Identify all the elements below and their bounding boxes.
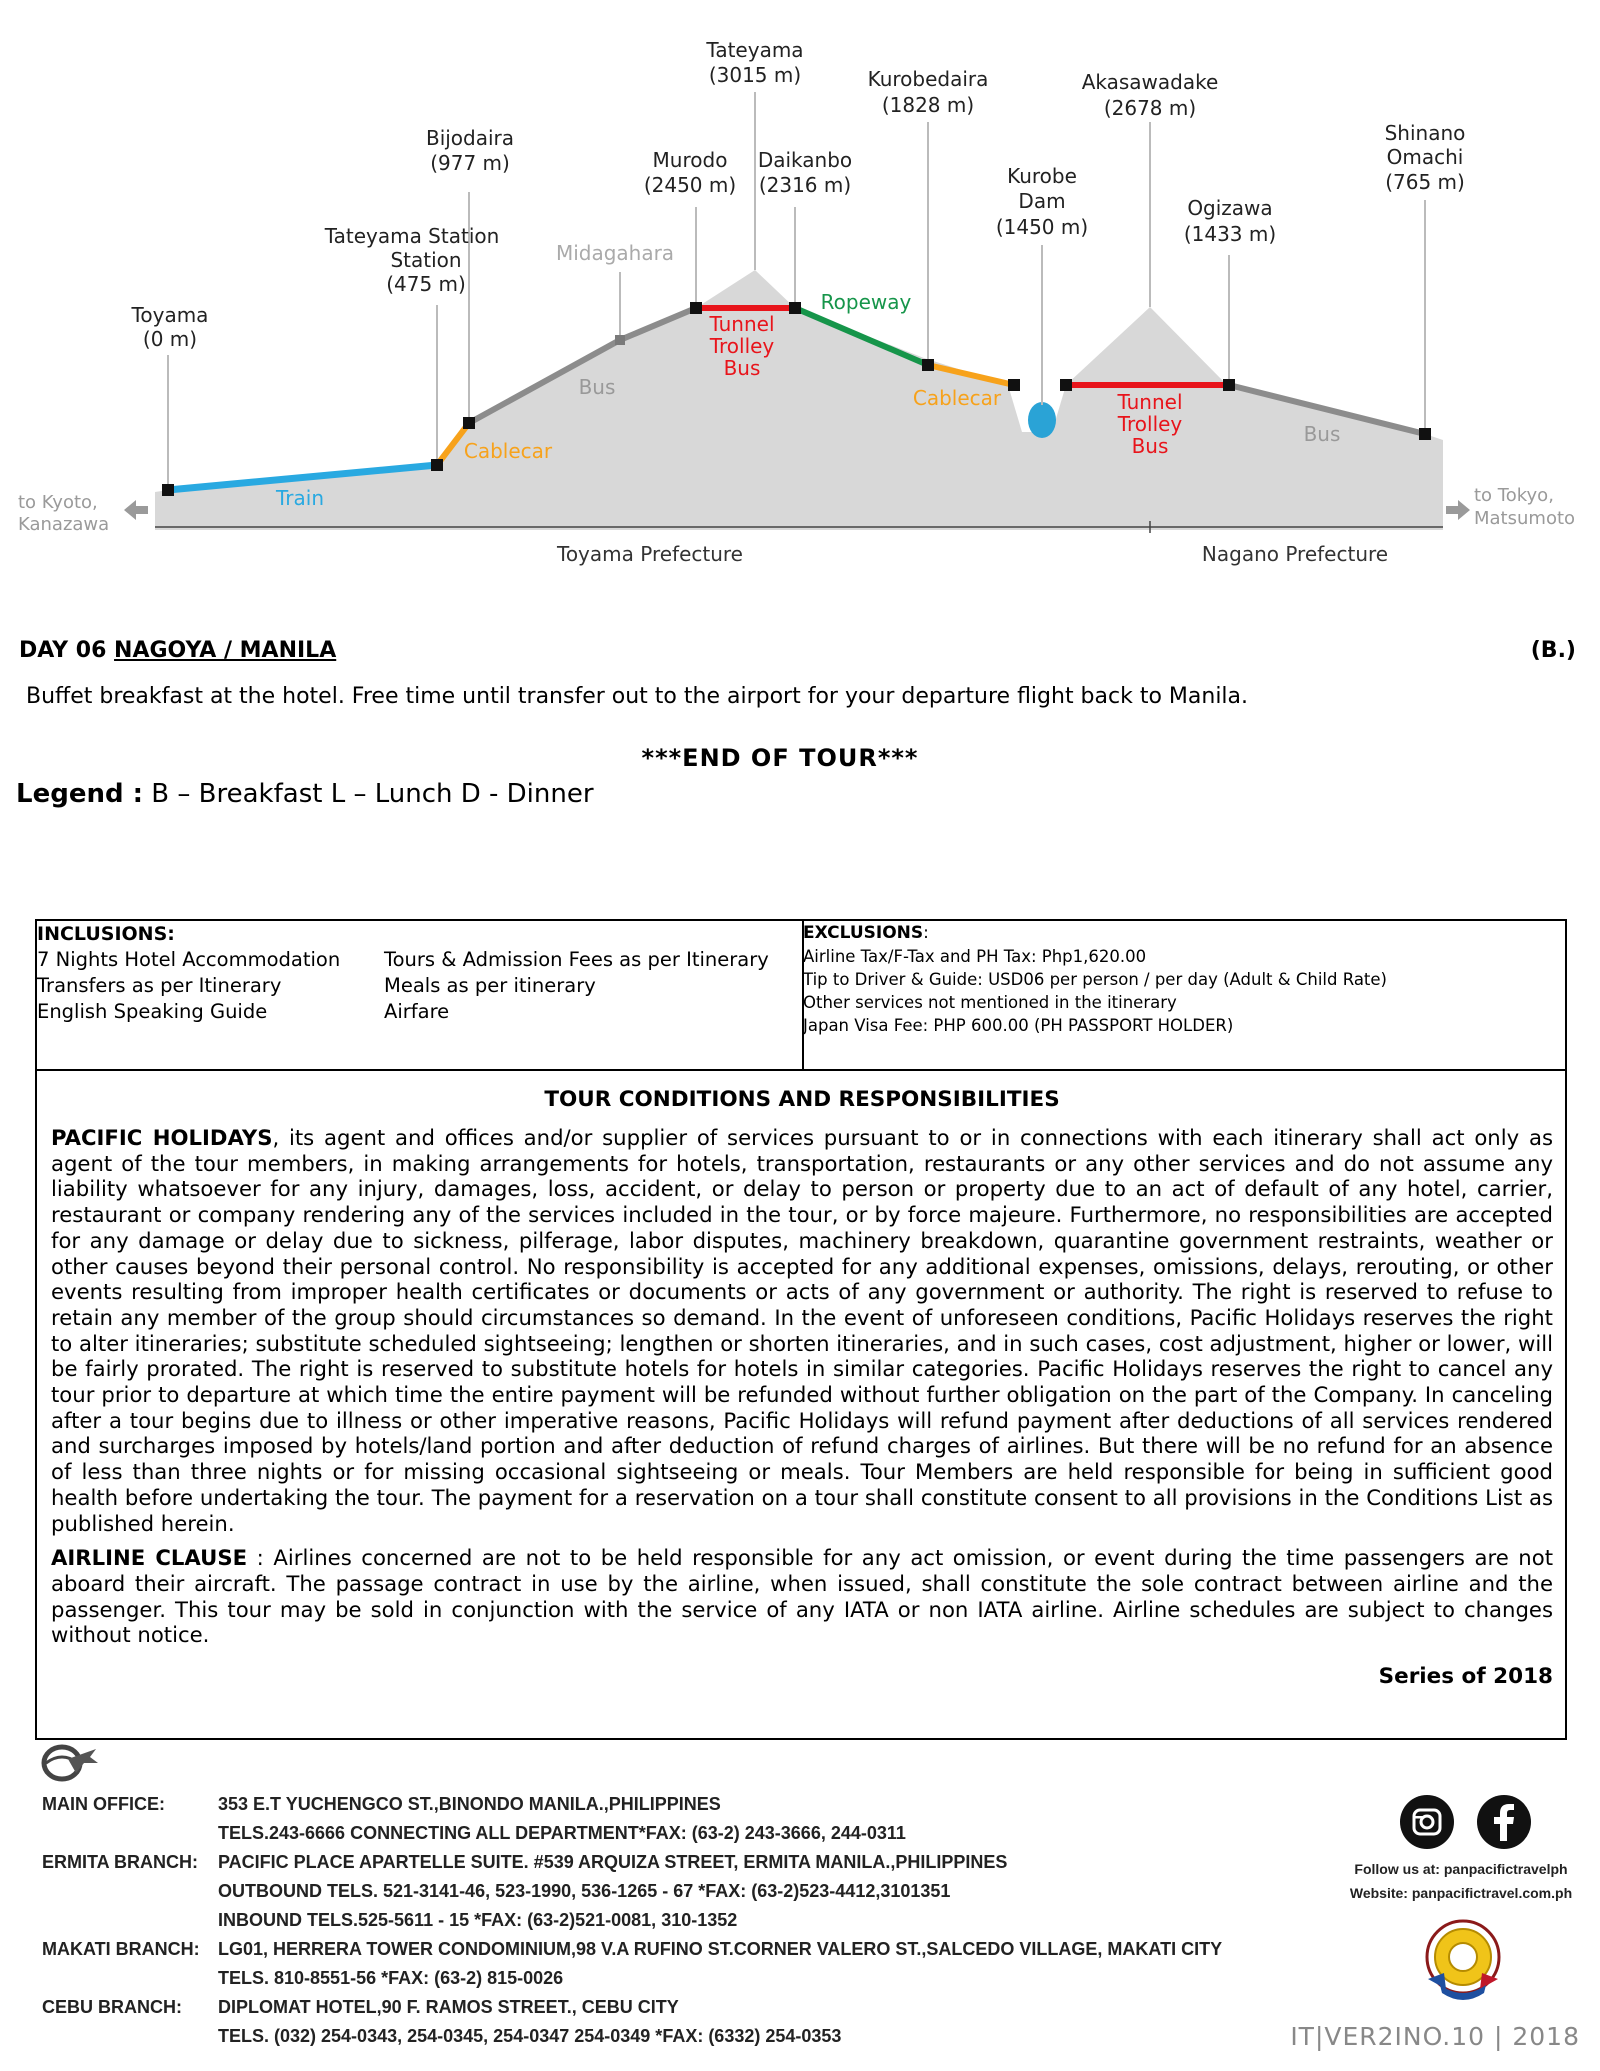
makati-branch-address: LG01, HERRERA TOWER CONDOMINIUM,98 V.A RUFINO ST.CORNER VALERO ST.,SALCEDO VILLAGE, MAKATI CITY xyxy=(218,1939,1223,1959)
arrow-left-icon xyxy=(124,500,148,520)
makati-branch-label: MAKATI BRANCH: xyxy=(42,1939,200,1959)
inclusions-col2 xyxy=(384,947,769,1025)
conditions-text: , its agent and offices and/or supplier of services pursuant to or in connections with each itinerary shall act only as agent of the tour members, in making arrangements for hotels, transportation, restaurants or any other services and do not assume any liability whatsoever for any injury, damages, loss, accident, or delay to person or property due to an act of default of any hotel, carrier, restaurant or company rendering any of the services included in the tour, or by force majeure. Furthermore, no responsibilities are accepted for any damage or delay due to sickness, pilferage, labor disputes, machinery breakdown, quarantine government restraints, weather or other causes beyond their personal control. No responsibility is accepted for any additional expenses, omissions, delays, rerouting, or other events resulting from improper health certificates or documents or acts of any government or authority. The right is reserved to refuse to retain any member of the group should circumstances so demand. In the event of unforeseen conditions, Pacific Holidays reserves the right to alter itineraries; substitute scheduled sightseeing; lengthen or shorten itineraries, and in such cases, cost adjustment, higher or lower, will be fairly prorated. The right is reserved to substitute hotels for hotels in similar categories. Pacific Holidays reserves the right to cancel any tour prior to departure at which time the entire payment will be refunded without further obligation on the part of the Company. In canceling after a tour begins due to illness or other imperative reasons, Pacific Holidays will refund payment after deductions of all services rendered and surcharges imposed by hotels/land portion and after deduction of refund charges of airlines. But there will be no refund for an absence of less than three nights or for missing occasional sightseeing or meals. Tour Members are held responsible for being in sufficient good health before undertaking the tour. The payment for a reservation on a tour shall constitute consent to all provisions in the Conditions List as published herein. xyxy=(51,1125,1553,1536)
instagram-icon[interactable] xyxy=(1400,1795,1454,1849)
exclusions-title: EXCLUSIONS: xyxy=(803,923,929,943)
tour-conditions-box xyxy=(35,1069,1567,1740)
segment-label-tunnel-trolley: Tunnel Trolley Bus xyxy=(1117,390,1183,458)
day-heading xyxy=(19,638,336,663)
ermita-branch-address: PACIFIC PLACE APARTELLE SUITE. #539 ARQUIZA STREET, ERMITA MANILA.,PHILIPPINES xyxy=(218,1852,1008,1872)
inclusion-item: Tours & Admission Fees as per Itinerary xyxy=(384,948,769,971)
segment-label-tunnel-trolley: Tunnel Trolley Bus xyxy=(709,312,775,380)
segment-label-cablecar: Cablecar xyxy=(463,439,553,463)
inclusion-item: 7 Nights Hotel Accommodation xyxy=(37,948,341,971)
segment-label-cablecar: Cablecar xyxy=(912,386,1002,410)
cebu-branch-address: DIPLOMAT HOTEL,90 F. RAMOS STREET., CEBU CITY xyxy=(218,1997,679,2017)
direction-left-label: to Kyoto, Kanazawa xyxy=(18,492,110,535)
airline-clause-paragraph xyxy=(51,1545,1553,1648)
dam-lake xyxy=(1028,402,1056,438)
prefecture-label-left: Toyama Prefecture xyxy=(557,542,743,566)
station-label: Kurobedaira (1828 m) xyxy=(867,67,989,117)
conditions-title: TOUR CONDITIONS AND RESPONSIBILITIES xyxy=(544,1087,1060,1112)
arrow-right-icon xyxy=(1446,500,1470,520)
exclusions-title-text: EXCLUSIONS xyxy=(803,923,924,943)
legend-text: B – Breakfast L – Lunch D - Dinner xyxy=(143,779,594,809)
inclusions-title: INCLUSIONS: xyxy=(37,923,175,945)
main-office-phone: TELS.243-6666 CONNECTING ALL DEPARTMENT*FAX: (63-2) 243-3666, 244-0311 xyxy=(218,1823,906,1843)
station-label: Shinano Omachi (765 m) xyxy=(1384,121,1466,194)
segment-label-bus: Bus xyxy=(578,375,616,399)
legend-label: Legend : xyxy=(16,779,144,809)
station-label: Tateyama Station Station (475 m) xyxy=(324,224,500,296)
station-label: Murodo (2450 m) xyxy=(643,148,737,197)
exclusion-item: Japan Visa Fee: PHP 600.00 (PH PASSPORT HOLDER) xyxy=(803,1016,1234,1035)
ermita-branch-label: ERMITA BRANCH: xyxy=(42,1852,198,1872)
station-label: Ogizawa (1433 m) xyxy=(1183,196,1277,246)
station-label: Daikanbo (2316 m) xyxy=(757,148,853,197)
day-prefix: DAY 06 xyxy=(19,638,115,663)
segment-label-ropeway: Ropeway xyxy=(820,290,912,314)
exclusion-item: Airline Tax/F-Tax and PH Tax: Php1,620.00 xyxy=(803,947,1147,966)
document-version: IT|VER2INO.10 | 2018 xyxy=(1290,2022,1580,2051)
prefecture-label-right: Nagano Prefecture xyxy=(1201,542,1389,566)
company-name: PACIFIC HOLIDAYS xyxy=(51,1125,273,1150)
segment-label-train: Train xyxy=(276,486,324,510)
main-office-address: 353 E.T YUCHENGCO ST.,BINONDO MANILA.,PHILIPPINES xyxy=(218,1794,721,1814)
ermita-branch-inbound: INBOUND TELS.525-5611 - 15 *FAX: (63-2)521-0081, 310-1352 xyxy=(218,1910,738,1930)
inclusion-item: Meals as per itinerary xyxy=(384,974,596,997)
segment-label-bus: Bus xyxy=(1303,422,1341,446)
cebu-branch-phone: TELS. (032) 254-0343, 254-0345, 254-0347 254-0349 *FAX: (6332) 254-0353 xyxy=(218,2026,842,2046)
day-meals: (B.) xyxy=(1530,638,1576,663)
alpine-route-diagram xyxy=(0,0,1600,580)
station-label-line1: Shinano xyxy=(1384,121,1466,145)
airline-clause-title: AIRLINE CLAUSE xyxy=(51,1545,248,1571)
main-office-label: MAIN OFFICE: xyxy=(42,1794,165,1814)
accreditation-seal-icon xyxy=(1416,1913,1510,2007)
station-label: Tateyama (3015 m) xyxy=(706,38,804,87)
inclusions-col1 xyxy=(37,947,340,1025)
inclusion-item: English Speaking Guide xyxy=(37,1000,268,1023)
station-label-line1: Kurobe xyxy=(1007,164,1077,188)
airline-clause-text: : Airlines concerned are not to be held responsible for any act omission, or event during the time passengers are not aboard their aircraft. The passage contract in use by the airline, when issued, shall constitute the sole contract between airline and the passenger. This tour may be sold in conjunction with the service of any IATA or non IATA airline. Airline schedules are subject to changes without notice. xyxy=(51,1545,1554,1648)
exclusion-item: Tip to Driver & Guide: USD06 per person / per day (Adult & Child Rate) xyxy=(803,970,1387,989)
company-logo-icon xyxy=(38,1741,100,1783)
series-label: Series of 2018 xyxy=(1378,1664,1553,1690)
makati-branch-phone: TELS. 810-8551-56 *FAX: (63-2) 815-0026 xyxy=(218,1968,564,1988)
inclusions-exclusions-box xyxy=(35,919,1567,1071)
station-label: Kurobe Dam (1450 m) xyxy=(995,164,1089,239)
day-title: NAGOYA / MANILA xyxy=(114,638,337,663)
station-label-line2: Dam xyxy=(1018,189,1066,213)
follow-us: Follow us at: panpacifictravelph xyxy=(1354,1861,1568,1877)
exclusions-list xyxy=(803,945,1387,1037)
station-label-line2: Omachi xyxy=(1386,145,1464,169)
station-label: Midagahara xyxy=(555,241,675,265)
website[interactable]: Website: panpacifictravel.com.ph xyxy=(1349,1885,1573,1901)
end-of-tour: ***END OF TOUR*** xyxy=(641,744,919,772)
conditions-paragraph xyxy=(51,1125,1553,1536)
cebu-branch-label: CEBU BRANCH: xyxy=(42,1997,182,2017)
ermita-branch-outbound: OUTBOUND TELS. 521-3141-46, 523-1990, 536-1265 - 67 *FAX: (63-2)523-4412,3101351 xyxy=(218,1881,951,1901)
facebook-icon[interactable] xyxy=(1477,1795,1531,1849)
station-label: Toyama (0 m) xyxy=(131,303,209,351)
day-description: Buffet breakfast at the hotel. Free time until transfer out to the airport for your departure flight back to Manila. xyxy=(26,684,1249,709)
exclusion-item: Other services not mentioned in the itinerary xyxy=(803,993,1177,1012)
station-label-line2: Station xyxy=(390,248,462,272)
inclusion-item: Airfare xyxy=(384,1000,450,1023)
station-label: Akasawadake (2678 m) xyxy=(1081,70,1219,120)
inclusion-item: Transfers as per Itinerary xyxy=(37,974,282,997)
direction-right-label: to Tokyo, Matsumoto xyxy=(1474,485,1576,529)
meal-legend xyxy=(16,779,594,809)
station-label: Bijodaira (977 m) xyxy=(425,126,515,175)
